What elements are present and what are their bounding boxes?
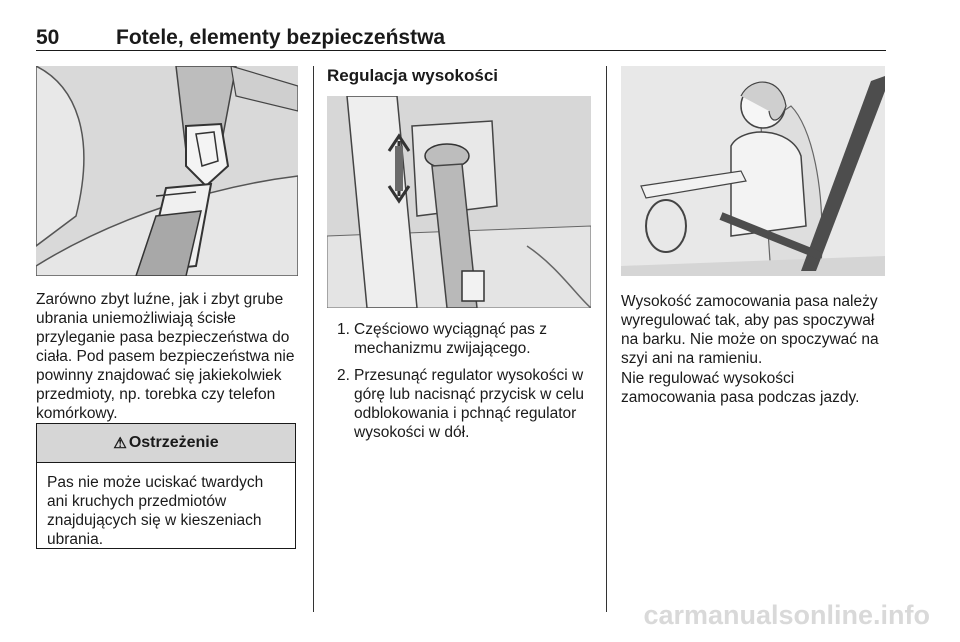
seatbelt-buckle-illustration <box>36 66 298 276</box>
warning-title: Ostrzeżenie <box>128 434 219 451</box>
step-text: Przesunąć regulator wysokości w górę lub nacisnąć przycisk w celu odblokowania i pchnąć regulator wysokości w dół. <box>354 367 585 441</box>
warning-header <box>37 424 295 463</box>
chapter-title: Fotele, elementy bezpieczeństwa <box>116 26 446 49</box>
header-rule <box>36 50 886 51</box>
section-heading: Regulacja wysokości <box>327 66 499 85</box>
warning-box <box>36 423 296 549</box>
column-divider-right <box>606 66 607 612</box>
height-adjuster-illustration <box>327 96 591 308</box>
step-text: Częściowo wyciągnąć pas z mechanizmu zwijającego. <box>354 321 547 357</box>
list-item <box>327 320 595 358</box>
step-number: 1. <box>337 321 350 338</box>
no-adjust-while-driving-paragraph: Nie regulować wysokości zamocowania pasa podczas jazdy. <box>621 370 860 406</box>
belt-height-paragraph: Wysokość zamocowania pasa należy wyregulować tak, aby pas spoczywał na barku. Nie może on spoczywać na szyi ani na ramieniu. <box>621 293 879 367</box>
warning-text: Pas nie może uciskać twardych ani kruchych przedmiotów znajdujących się w kieszeniach ubrania. <box>47 474 264 548</box>
warning-triangle-icon: ⚠ <box>113 435 127 452</box>
clothing-paragraph: Zarówno zbyt luźne, jak i zbyt grube ubrania uniemożliwiają ścisłe przyleganie pasa bezpieczeństwa do ciała. Pod pasem bezpieczeństwa nie powinny znajdować się jakiekolwiek przedmioty, np. torebka czy telefon komórkowy. <box>36 291 295 422</box>
driver-belt-position-illustration <box>621 66 885 276</box>
watermark: carmanualsonline.info <box>643 600 930 630</box>
adjustment-steps-list <box>327 320 595 450</box>
page-header <box>36 26 886 52</box>
step-number: 2. <box>337 367 350 384</box>
column-divider-left <box>313 66 314 612</box>
page-number: 50 <box>36 26 60 49</box>
list-item <box>327 366 595 442</box>
